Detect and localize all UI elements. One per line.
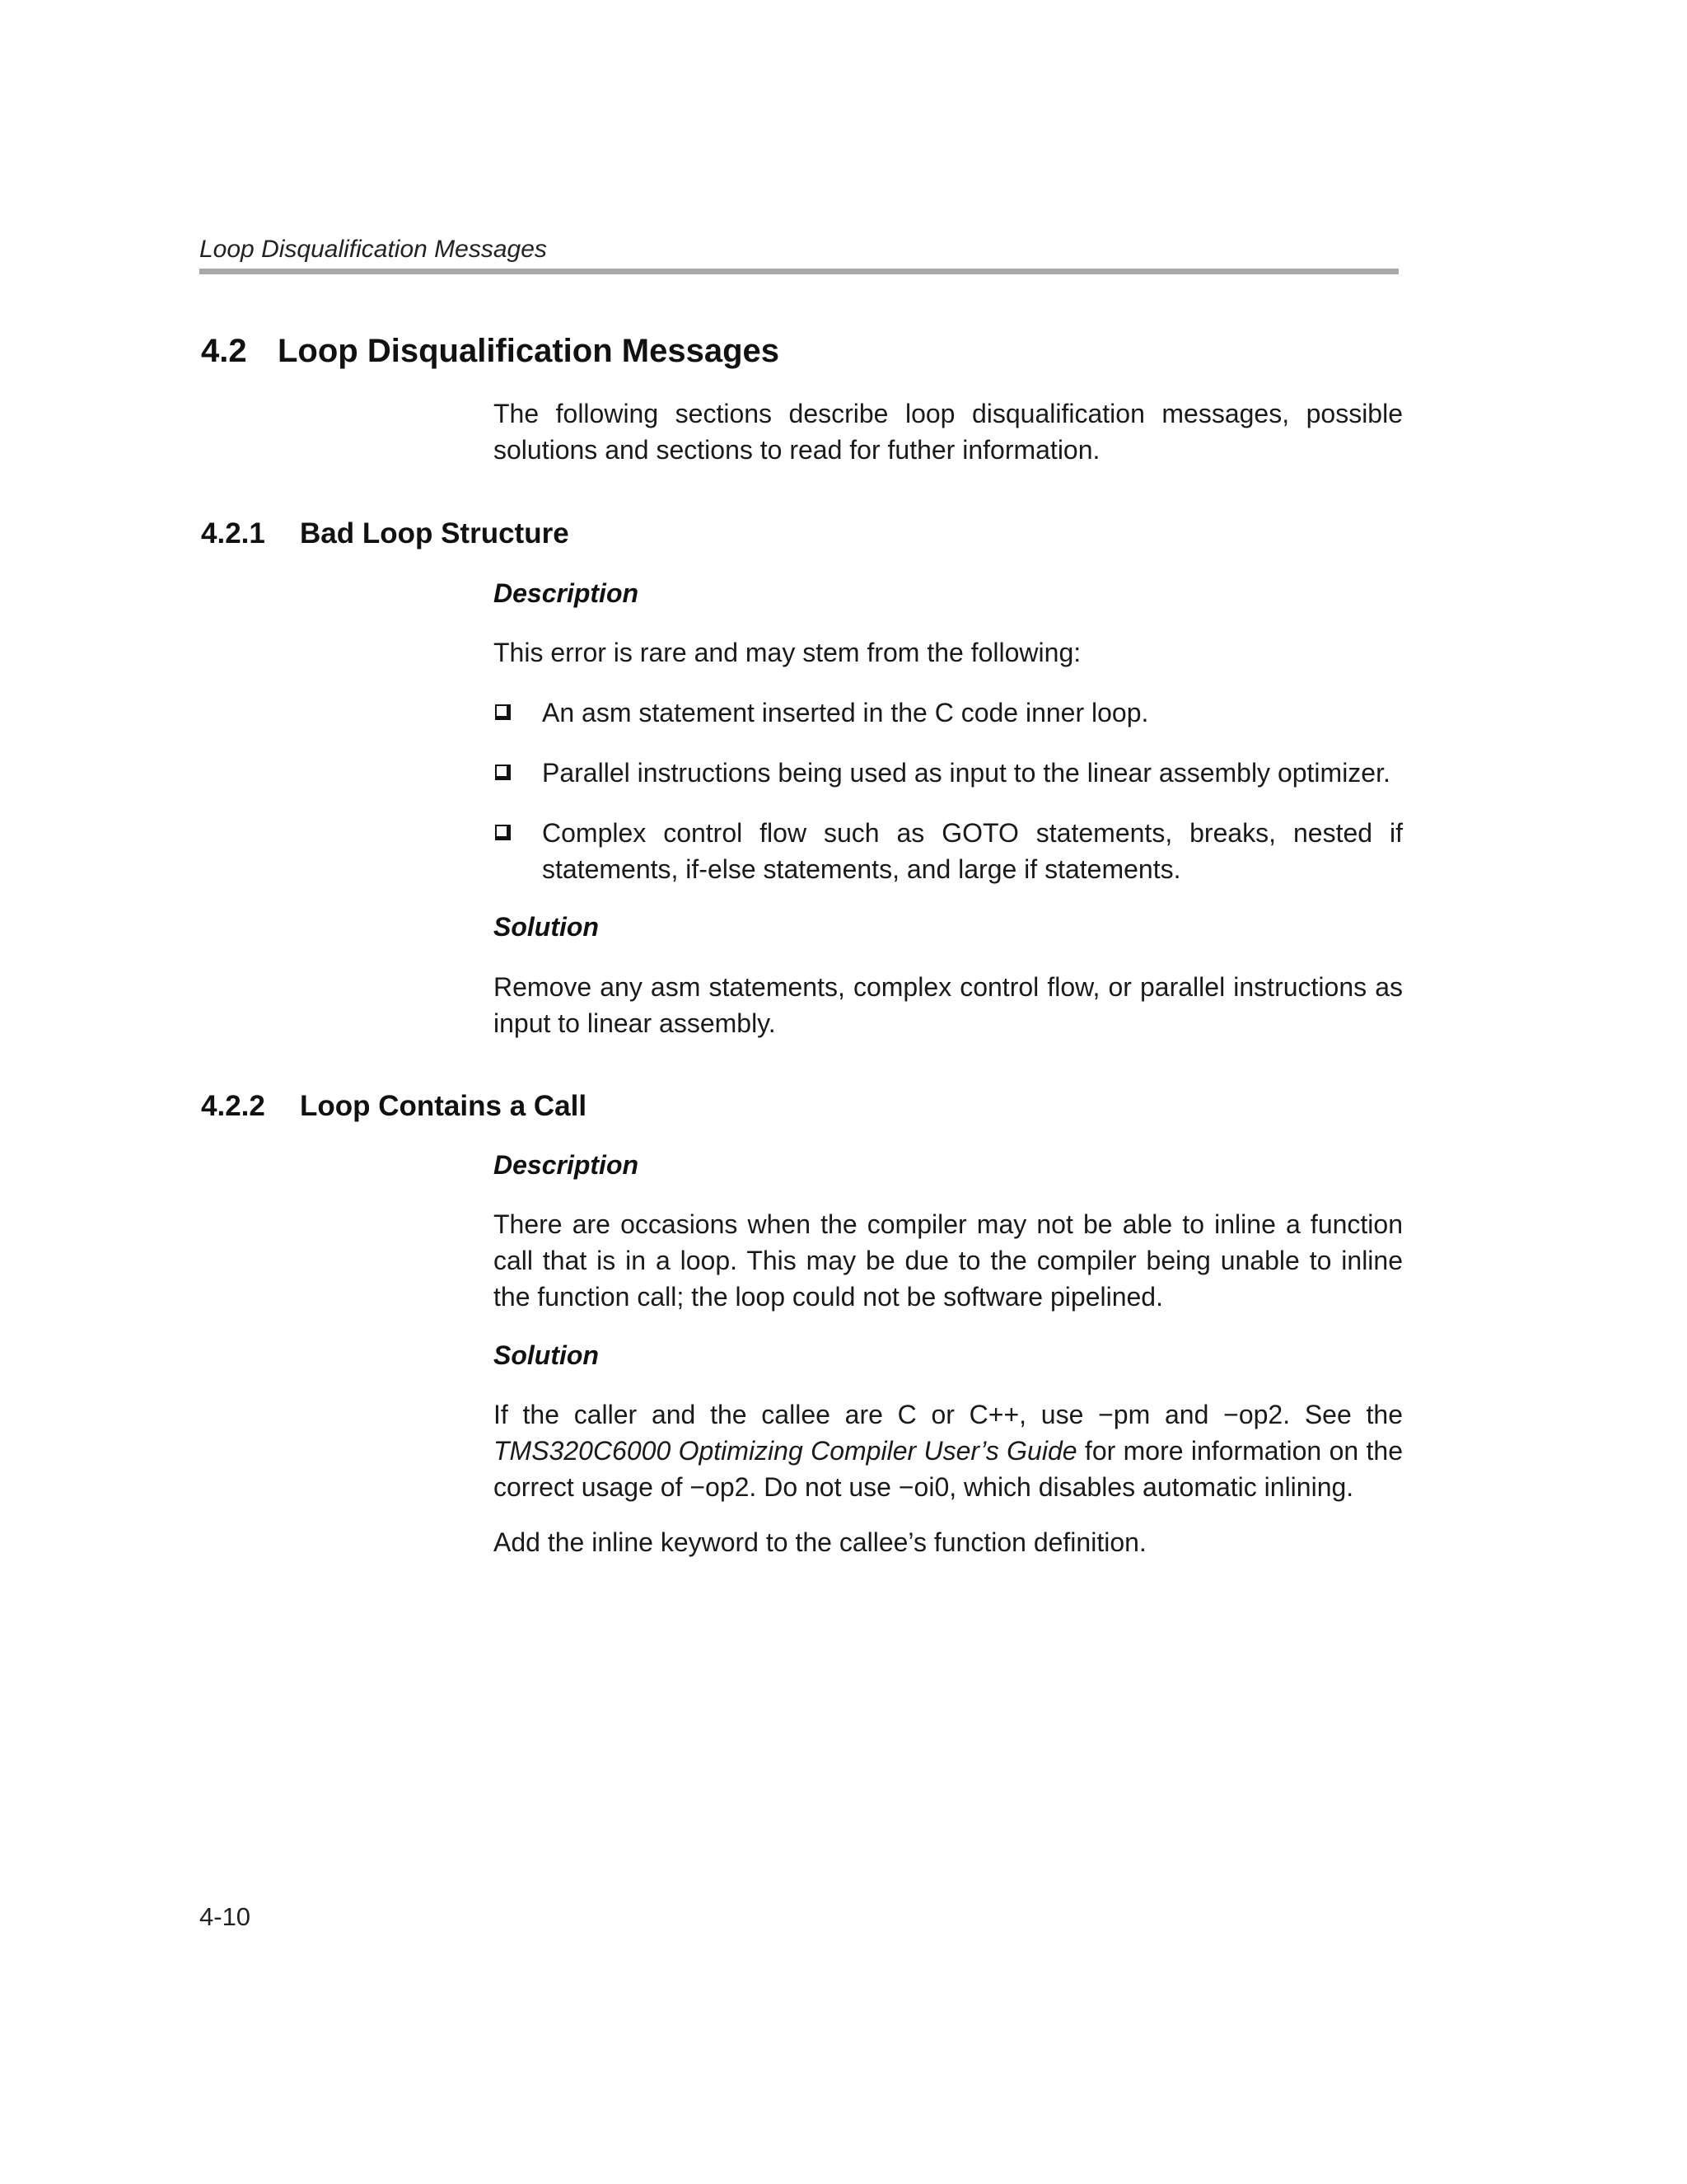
checkbox-bullet-icon (495, 825, 511, 840)
description-text: There are occasions when the compiler may not be able to inline a function call that is in a loop. This may be due to the compiler being unable to inline the function call; the loop could not be software pipelined. (493, 1209, 1403, 1312)
solution-text-part: If the caller and the callee are C or C++, use −pm and −op2. See the (493, 1400, 1403, 1429)
solution-paragraph (493, 1396, 1403, 1505)
section-heading (201, 333, 779, 370)
solution-label: Solution (493, 912, 599, 942)
solution-text: Remove any asm statements, complex control flow, or parallel instructions as input to linear assembly. (493, 972, 1403, 1038)
solution-text-part: for more information on the correct usage of −op2. Do not use −oi0, which disables automatic inlining. (493, 1436, 1404, 1502)
document-reference: TMS320C6000 Optimizing Compiler User’s Guide (493, 1436, 1077, 1466)
list-item (493, 694, 1403, 731)
section-title: Loop Disqualification Messages (278, 333, 780, 369)
subsection-heading-bad-loop (201, 517, 569, 550)
list-item-text: Complex control flow such as GOTO statements, breaks, nested if statements, if-else statements, and large if statements. (542, 818, 1403, 884)
subsection-number: 4.2.1 (201, 517, 265, 550)
checkbox-bullet-icon (495, 704, 511, 720)
solution-label: Solution (493, 1340, 599, 1370)
checkbox-bullet-icon (495, 765, 511, 780)
description-label: Description (493, 1150, 639, 1180)
subsection-title: Loop Contains a Call (300, 1090, 587, 1122)
description-text: This error is rare and may stem from the following: (493, 638, 1082, 667)
section-number: 4.2 (201, 333, 247, 369)
page-number: 4-10 (199, 1902, 251, 1931)
description-label: Description (493, 578, 639, 608)
running-header: Loop Disqualification Messages (199, 236, 547, 263)
header-rule (199, 269, 1399, 274)
subsection-heading-loop-call (201, 1090, 586, 1123)
list-item-text: Parallel instructions being used as input to the linear assembly optimizer. (542, 758, 1390, 788)
subsection-number: 4.2.2 (201, 1090, 265, 1122)
subsection-title: Bad Loop Structure (300, 517, 569, 550)
section-intro: The following sections describe loop disqualification messages, possible solutions and sections to read for futher information. (493, 399, 1403, 465)
list-item-text: An asm statement inserted in the C code inner loop. (542, 698, 1149, 727)
list-item (493, 755, 1403, 791)
list-item (493, 815, 1403, 887)
solution-paragraph-2: Add the inline keyword to the callee’s function definition. (493, 1527, 1147, 1557)
